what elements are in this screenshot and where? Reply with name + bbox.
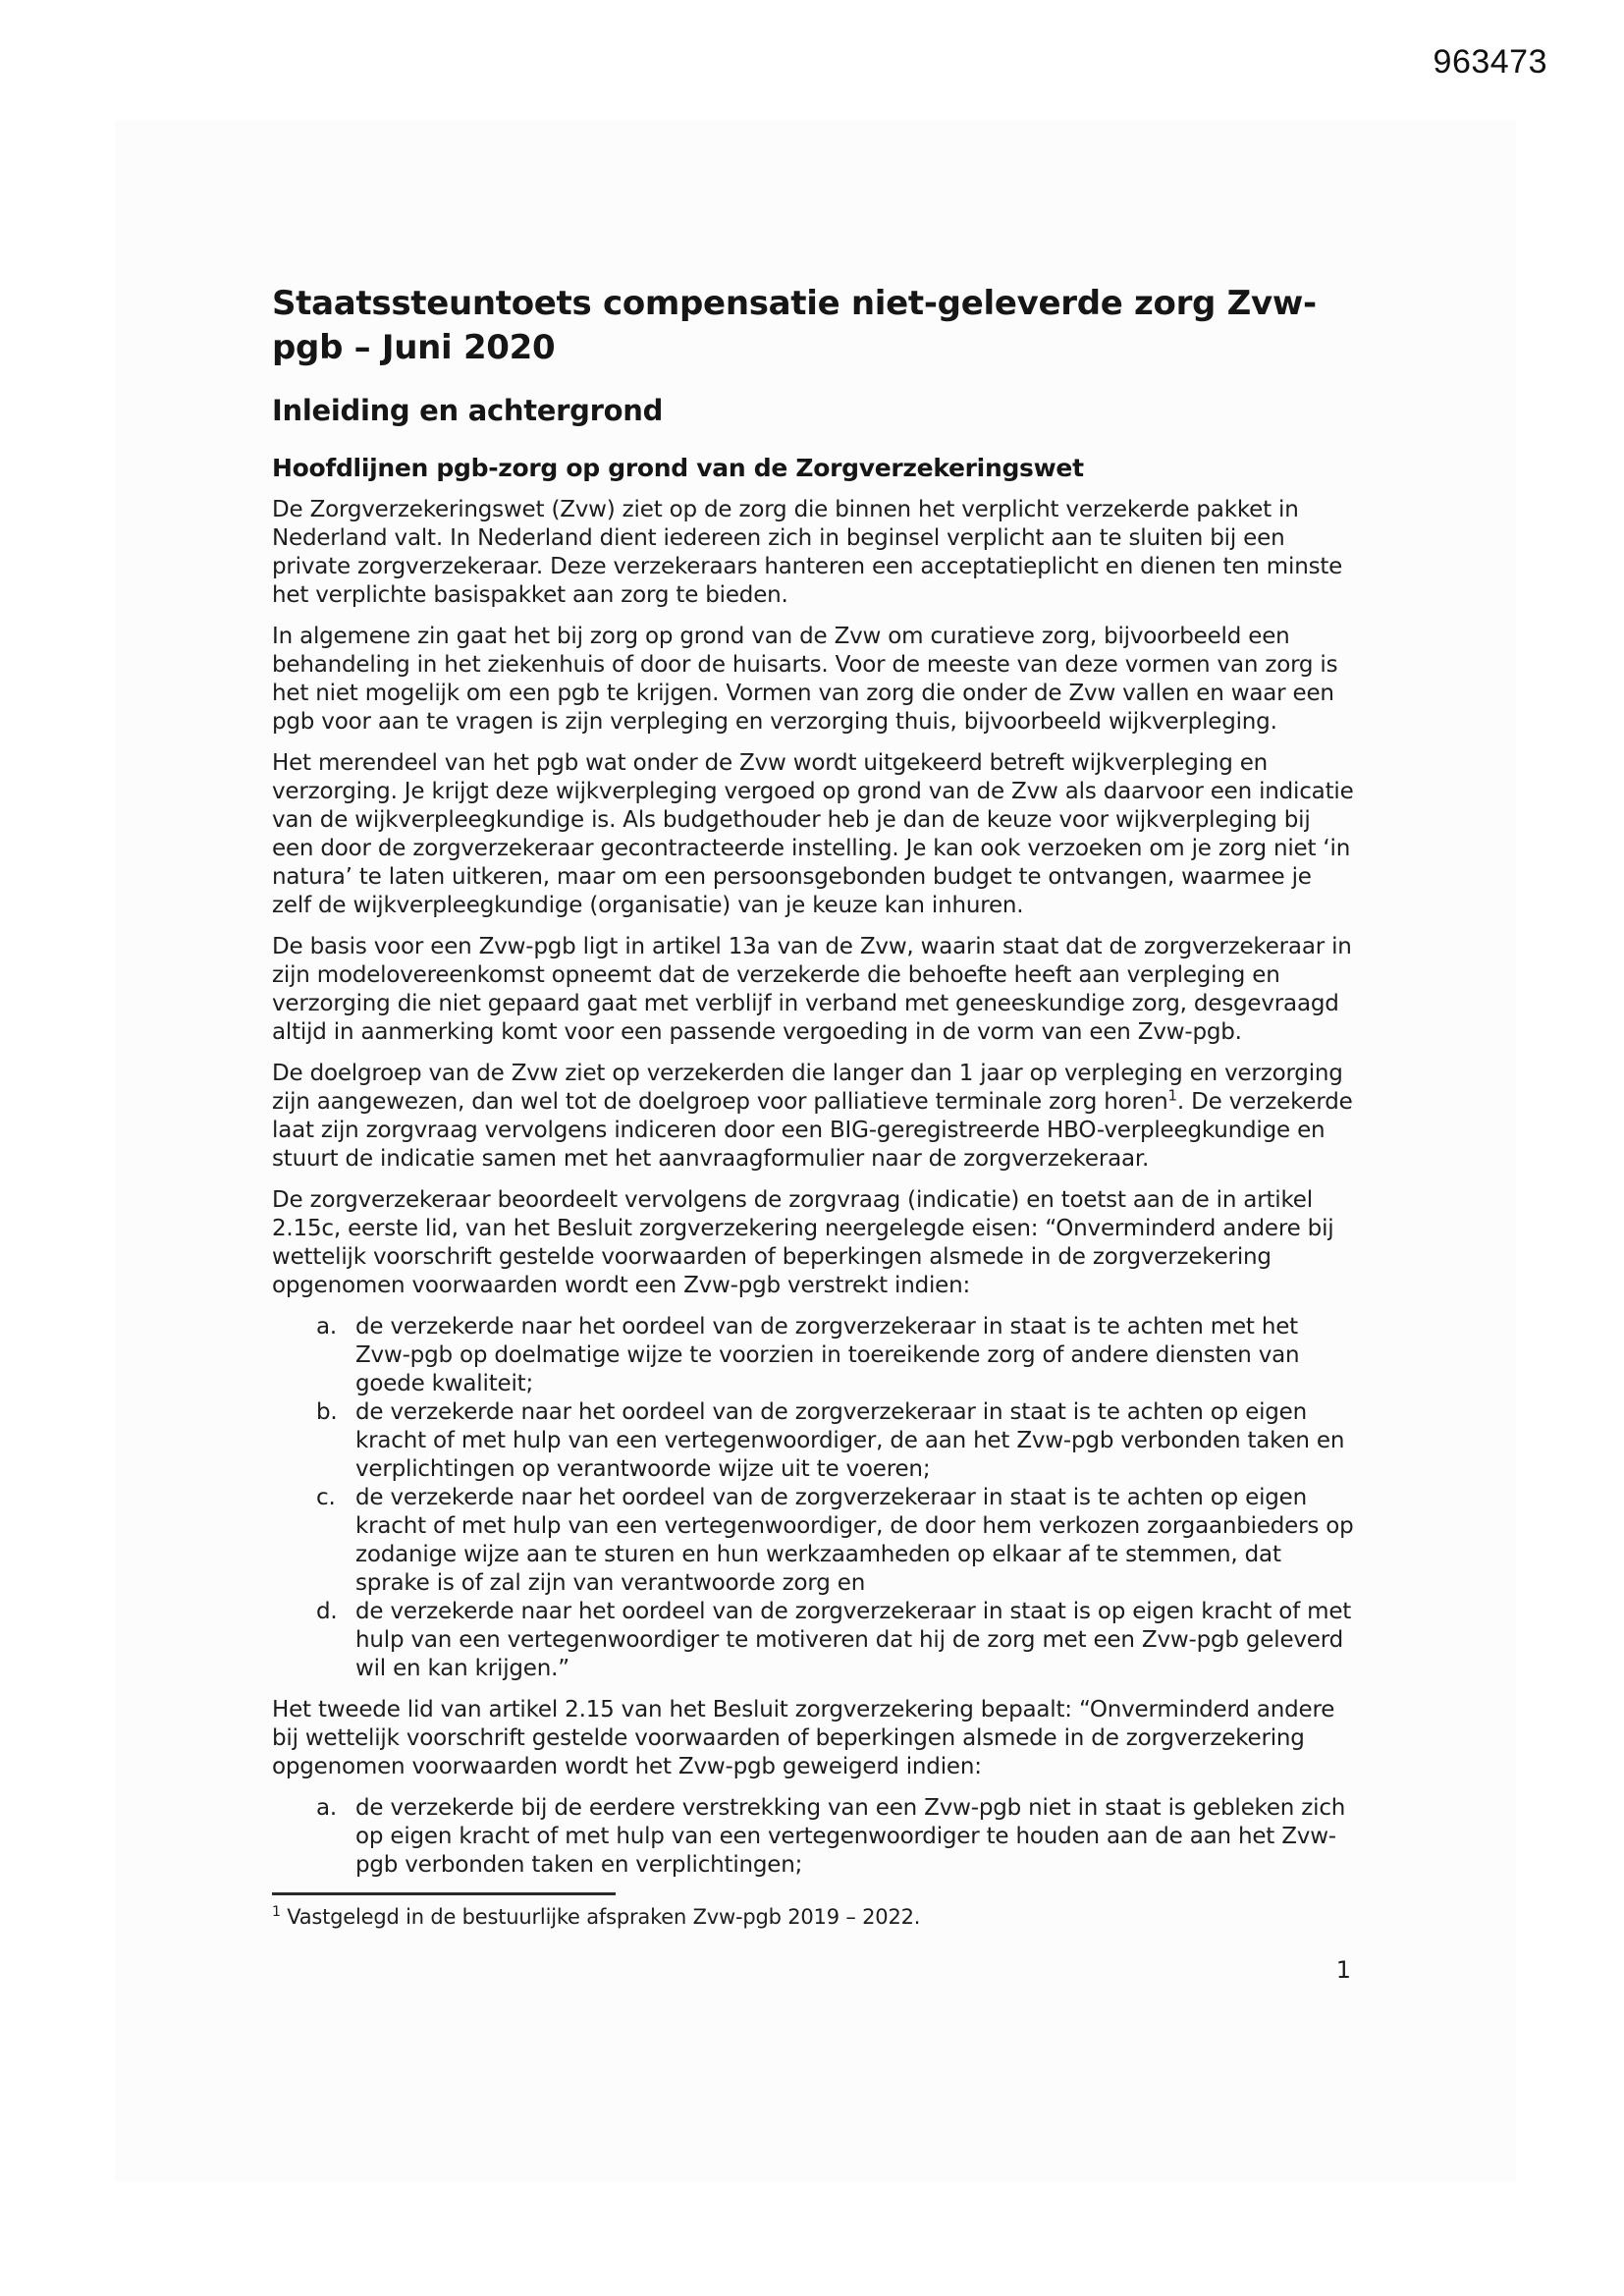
list-item-marker: a. (316, 1314, 338, 1339)
paragraph-tweede-lid: Het tweede lid van artikel 2.15 van het Besluit zorgverzekering bepaalt: “Onverminderd andere bij wettelijk voorschrift gestelde voorwaarden of beperkingen alsmede in de zorgverzekering opgenomen voorwaarden wordt het Zvw-pgb geweigerd indien: (272, 1697, 1335, 1779)
list-item (316, 1598, 1357, 1683)
footnote-marker: 1 (272, 1904, 281, 1920)
paragraph-toets-eisen: De zorgverzekeraar beoordeelt vervolgens de zorgvraag (indicatie) en toetst aan de in artikel 2.15c, eerste lid, van het Besluit zorgverzekering neergelegde eisen: “Onverminderd andere bij wettelijk voorschrift gestelde voorwaarden of beperkingen alsmede in de zorgverzekering opgenomen voorwaarden wordt een Zvw-pgb verstrekt indien: (272, 1187, 1334, 1298)
list-item-text: de verzekerde naar het oordeel van de zorgverzekeraar in staat is te achten op eigen kracht of met hulp van een vertegenwoordiger, de aan het Zvw-pgb verbonden taken en verplichtingen op verantwoorde wijze uit te voeren; (355, 1399, 1345, 1482)
list-item-text: de verzekerde naar het oordeel van de zorgverzekeraar in staat is op eigen kracht of met hulp van een vertegenwoordiger te motiveren dat hij de zorg met een Zvw-pgb geleverd wil en kan krijgen.” (355, 1599, 1352, 1681)
document-number: 963473 (1433, 43, 1547, 81)
paragraph-doelgroep-text: De doelgroep van de Zvw ziet op verzekerden die langer dan 1 jaar op verpleging en verzorging zijn aangewezen, dan wel tot de doelgroep voor palliatieve terminale zorg horen (272, 1061, 1343, 1115)
list-item-text: de verzekerde naar het oordeel van de zorgverzekeraar in staat is te achten met het Zvw-pgb op doelmatige wijze te voorzien in toereikende zorg of andere diensten van goede kwaliteit; (355, 1314, 1300, 1396)
document-content (272, 282, 1357, 1984)
list-item-text: de verzekerde naar het oordeel van de zorgverzekeraar in staat is te achten op eigen kracht of met hulp van een vertegenwoordiger, de door hem verkozen zorgaanbieders op zodanige wijze aan te sturen en hun werkzaamheden op elkaar af te stemmen, dat sprake is of zal zijn van verantwoorde zorg en (355, 1485, 1354, 1596)
list-item (316, 1313, 1357, 1398)
list-item (316, 1484, 1357, 1598)
paragraph-curatieve-zorg: In algemene zin gaat het bij zorg op grond van de Zvw om curatieve zorg, bijvoorbeeld een behandeling in het ziekenhuis of door de huisarts. Voor de meeste van deze vormen van zorg is het niet mogelijk om een pgb te krijgen. Vormen van zorg die onder de Zvw vallen en waar een pgb voor aan te vragen is zijn verpleging en verzorging thuis, bijvoorbeeld wijkverpleging. (272, 624, 1338, 735)
list-item (316, 1794, 1357, 1880)
footnote-reference-1: 1 (1167, 1086, 1177, 1105)
subsection-heading: Hoofdlijnen pgb-zorg op grond van de Zorgverzekeringswet (272, 454, 1084, 482)
list-item-text: de verzekerde bij de eerdere verstrekking van een Zvw-pgb niet in staat is gebleken zich op eigen kracht of met hulp van een vertegenwoordiger te houden aan de aan het Zvw-pgb verbonden taken en verplichtingen; (355, 1795, 1346, 1878)
list-grant-conditions (272, 1313, 1357, 1683)
paragraph-wijkverpleging: Het merendeel van het pgb wat onder de Zvw wordt uitgekeerd betreft wijkverpleging en verzorging. Je krijgt deze wijkverpleging vergoed op grond van de Zvw als daarvoor een indicatie van de wijkverpleegkundige is. Als budgethouder heb je dan de keuze voor wijkverpleging bij een door de zorgverzekeraar gecontracteerde instelling. Je kan ook verzoeken om je zorg niet ‘in natura’ te laten uitkeren, maar om een persoonsgebonden budget te ontvangen, waarmee je zelf de wijkverpleegkundige (organisatie) van je keuze kan inhuren. (272, 750, 1354, 918)
page-title: Staatssteuntoets compensatie niet-geleverde zorg Zvw-pgb – Juni 2020 (272, 284, 1317, 367)
footnote (272, 1904, 1357, 1931)
list-item-marker: b. (316, 1399, 338, 1425)
list-item-marker: a. (316, 1795, 338, 1821)
footnote-text: Vastgelegd in de bestuurlijke afspraken Zvw-pgb 2019 – 2022. (280, 1905, 921, 1929)
paragraph-zvw-intro: De Zorgverzekeringswet (Zvw) ziet op de zorg die binnen het verplicht verzekerde pakket in Nederland valt. In Nederland dient iedereen zich in beginsel verplicht aan te sluiten bij een private zorgverzekeraar. Deze verzekeraars hanteren een acceptatieplicht en dienen ten minste het verplichte basispakket aan zorg te bieden. (272, 497, 1343, 608)
footnote-separator (272, 1892, 616, 1895)
page-number: 1 (1335, 1956, 1351, 1984)
list-item-marker: c. (316, 1485, 336, 1510)
paragraph-doelgroep (272, 1060, 1357, 1174)
paragraph-doelgroep-text-cont: . De verzekerde laat zijn zorgvraag vervolgens indiceren door een BIG-geregistreerde HBO-verpleegkundige en stuurt de indicatie samen met het aanvraagformulier naar de zorgverzekeraar. (272, 1089, 1353, 1172)
list-item (316, 1398, 1357, 1484)
list-item-marker: d. (316, 1599, 338, 1624)
paragraph-artikel-13a: De basis voor een Zvw-pgb ligt in artikel 13a van de Zvw, waarin staat dat de zorgverzekeraar in zijn modelovereenkomst opneemt dat de verzekerde die behoefte heeft aan verpleging en verzorging die niet gepaard gaat met verblijf in verband met geneeskundige zorg, desgevraagd altijd in aanmerking komt voor een passende vergoeding in de vorm van een Zvw-pgb. (272, 934, 1352, 1045)
list-refuse-conditions (272, 1794, 1357, 1880)
section-heading: Inleiding en achtergrond (272, 394, 664, 427)
